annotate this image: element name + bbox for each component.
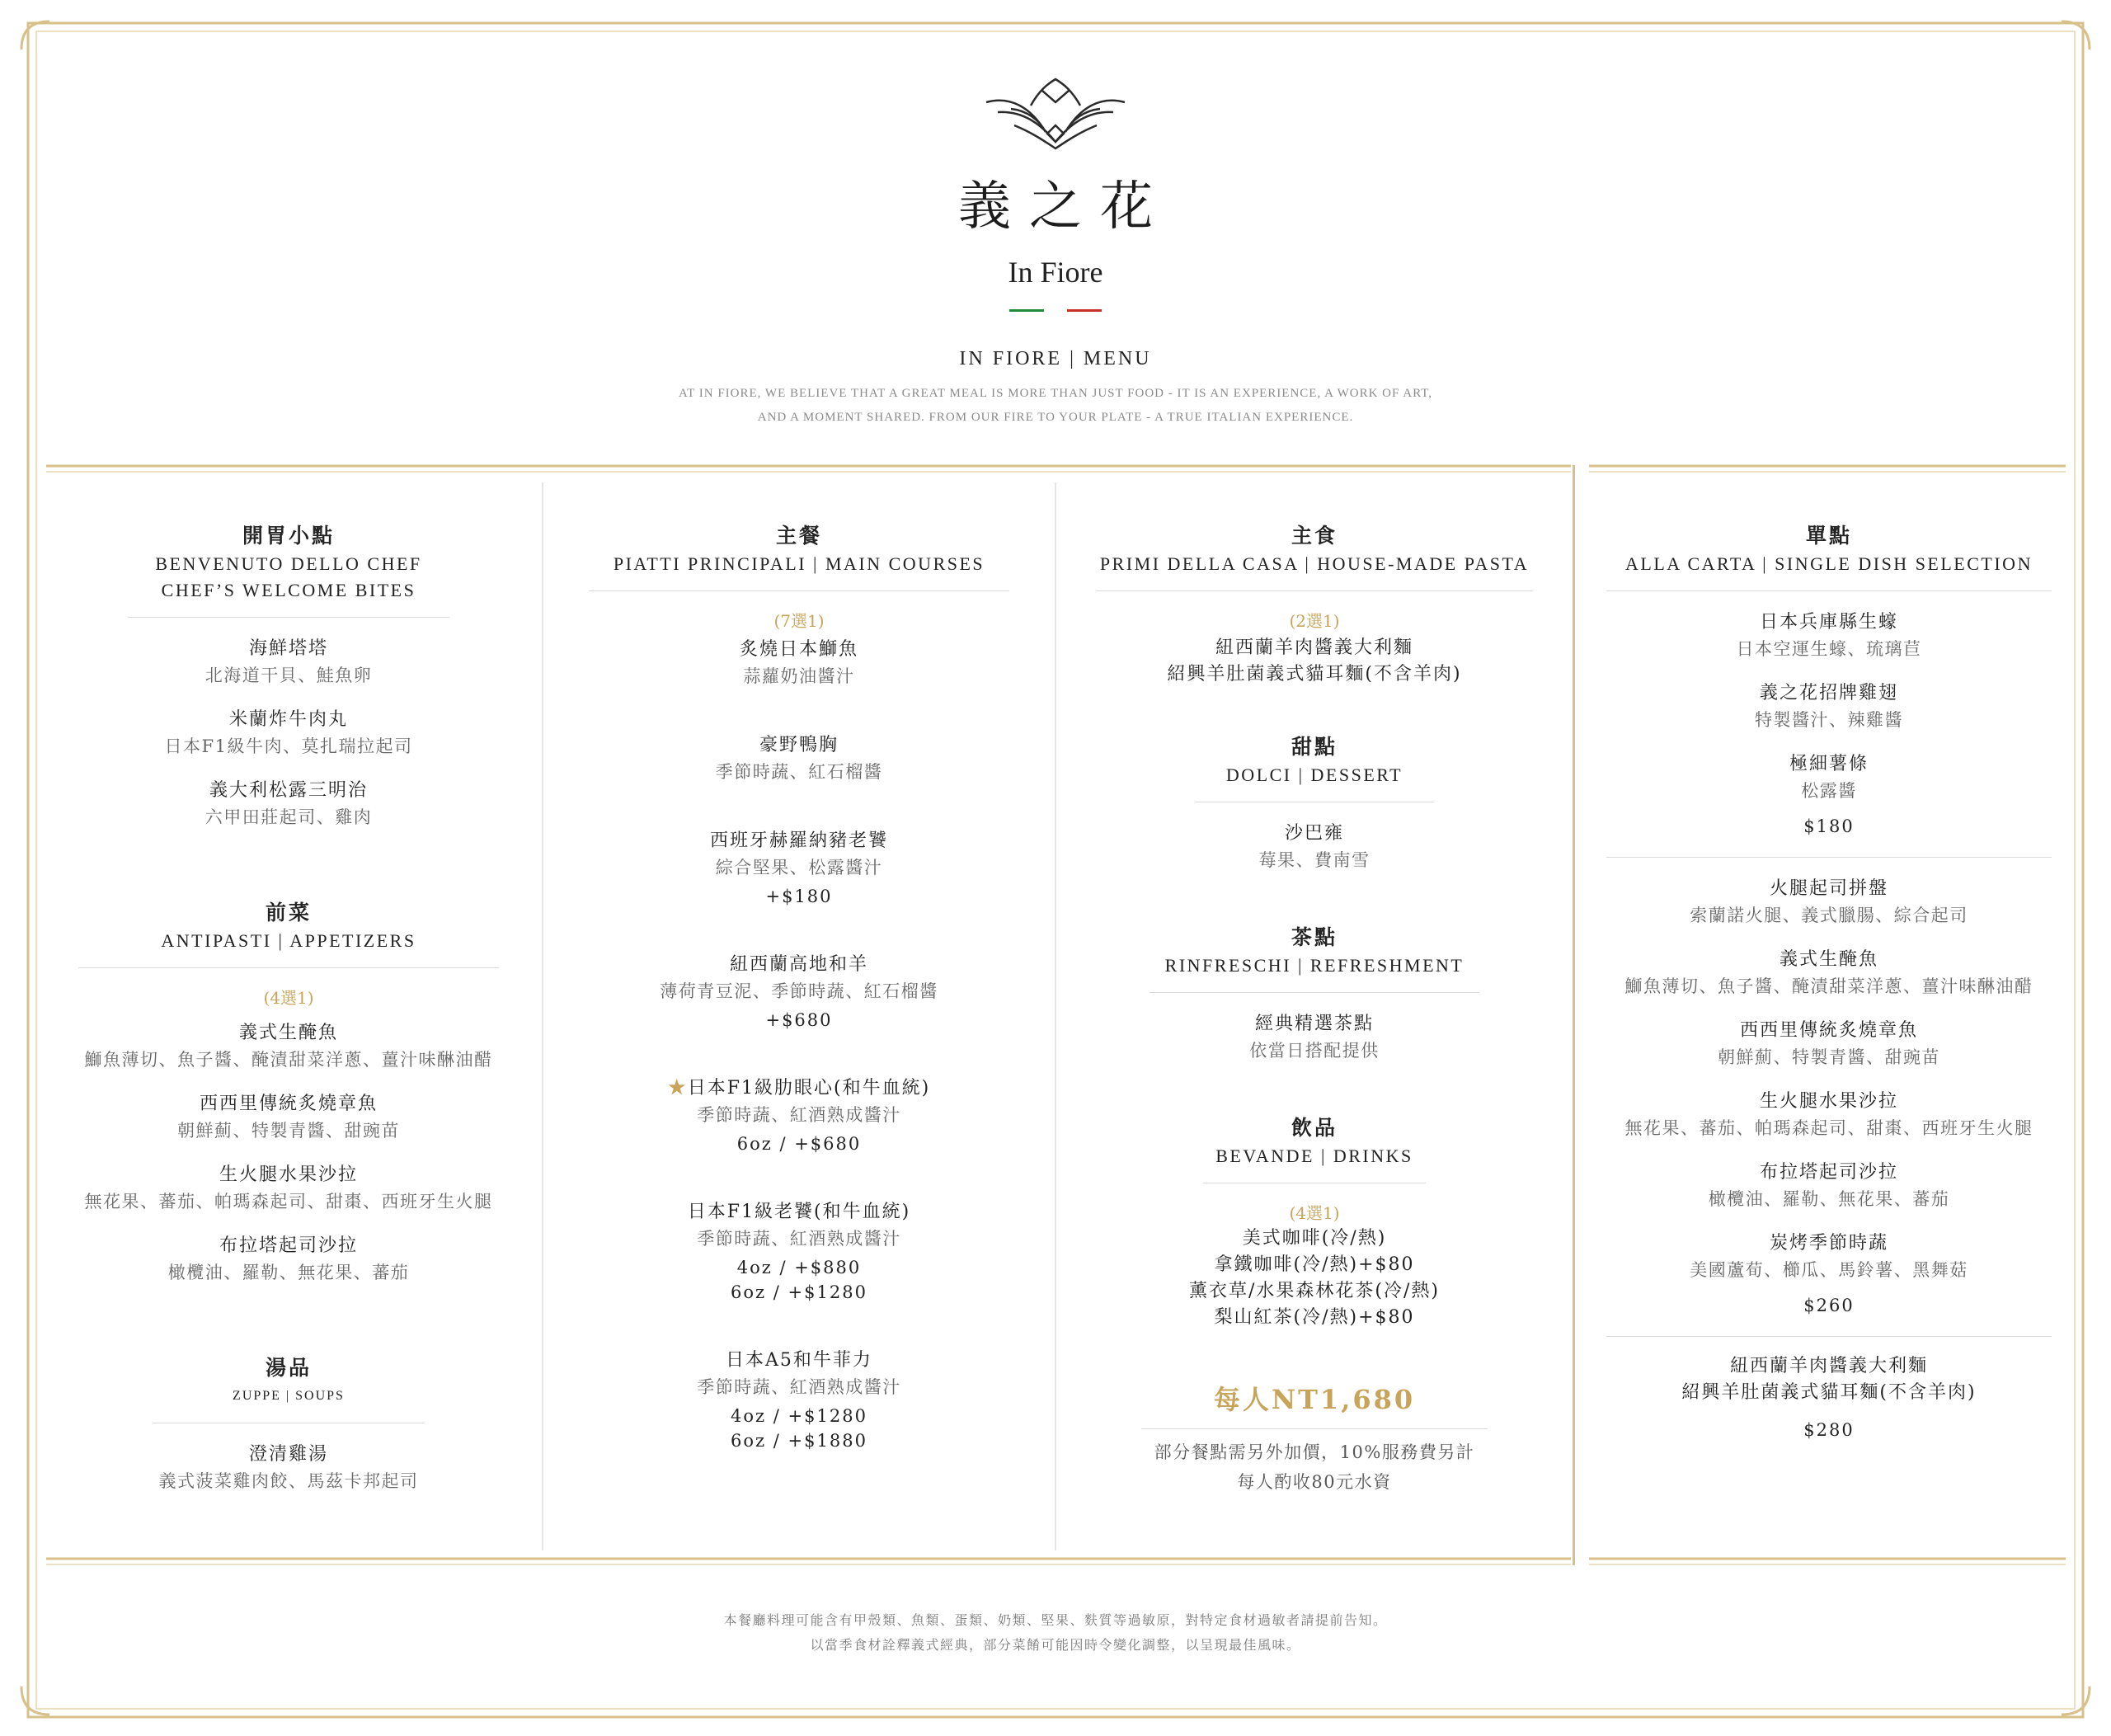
dish-description: 季節時蔬、紅石榴醬	[715, 762, 883, 782]
dish-description: 松露醬	[1801, 781, 1857, 801]
dish-name: 紐西蘭羊肉醬義大利麵	[1729, 1356, 1928, 1376]
dish-name: 紐西蘭羊肉醬義大利麵	[1215, 637, 1413, 658]
group-price: $280	[1803, 1420, 1855, 1440]
section-title-en: CHEF’S WELCOME BITES	[161, 580, 416, 600]
dish-item	[1590, 609, 2068, 662]
drink-item: 梨山紅茶(冷/熱)+$80	[1214, 1307, 1415, 1328]
dish-item	[1590, 751, 2068, 804]
dish-description: 蒜蘿奶油醬汁	[743, 666, 855, 686]
section-title-zh: 飲品	[1291, 1116, 1338, 1140]
dish-price: 6oz / +$1880	[731, 1431, 867, 1451]
section-divider	[1606, 590, 2052, 591]
section-title-en: ANTIPASTI | APPETIZERS	[161, 930, 416, 951]
dish-description: 季節時蔬、紅酒熟成醬汁	[697, 1105, 901, 1125]
dish-name: 極細薯條	[1789, 754, 1869, 774]
section-title-en: BEVANDE | DRINKS	[1215, 1146, 1413, 1166]
section-title-en: DOLCI | DESSERT	[1225, 764, 1403, 785]
dish-item	[59, 1091, 518, 1144]
section-title-zh: 甜點	[1291, 735, 1338, 759]
dish-name	[548, 1075, 1051, 1102]
menu-header	[0, 74, 2111, 430]
dish-name: 炙燒日本鰤魚	[739, 639, 858, 660]
section-title-zh: 主餐	[775, 524, 822, 548]
section-title-zh: 單點	[1805, 524, 1852, 548]
lotus-crown-icon	[981, 74, 1130, 153]
section-title-zh: 湯品	[265, 1356, 312, 1380]
column-pasta-dessert-drinks	[1057, 520, 1572, 1497]
dish-price: +$680	[765, 1010, 833, 1030]
dish-description: 季節時蔬、紅酒熟成醬汁	[697, 1229, 901, 1249]
section-refreshment	[1057, 921, 1572, 1064]
section-divider	[589, 590, 1009, 591]
dish-item	[548, 952, 1051, 1033]
dish-item	[59, 707, 518, 760]
dish-item	[548, 732, 1051, 785]
dish-item	[1590, 1018, 2068, 1070]
section-title-zh: 主食	[1291, 524, 1338, 548]
column-main-courses	[548, 520, 1051, 1453]
choice-note: (7選1)	[773, 611, 825, 631]
dish-name: 義式生醃魚	[1779, 949, 1878, 970]
dish-name: 日本兵庫縣生蠔	[1759, 612, 1898, 633]
set-price: 每人NT1,680	[1213, 1384, 1416, 1415]
choice-note: (4選1)	[1289, 1203, 1340, 1223]
section-title-zh: 前菜	[265, 901, 312, 924]
section-divider	[1150, 992, 1479, 993]
section-welcome-bites	[59, 520, 518, 830]
choice-note: (2選1)	[1289, 611, 1340, 631]
section-divider	[78, 967, 499, 968]
group-price: $180	[1803, 816, 1855, 836]
dish-name: 日本F1級老饕(和牛血統)	[687, 1202, 911, 1222]
dish-description: 義式菠菜雞肉餃、馬茲卡邦起司	[158, 1471, 419, 1491]
section-title-zh: 開胃小點	[242, 524, 335, 548]
dish-item	[548, 1348, 1051, 1453]
dish-item	[1590, 680, 2068, 733]
dish-description: 索蘭諾火腿、義式臘腸、綜合起司	[1690, 906, 1968, 925]
dish-item	[59, 1442, 518, 1494]
section-title-en: RINFRESCHI | REFRESHMENT	[1164, 955, 1465, 976]
drink-item: 薰衣草/水果森林花茶(冷/熱)	[1189, 1281, 1440, 1301]
section-title-en: PRIMI DELLA CASA | HOUSE-MADE PASTA	[1099, 553, 1530, 574]
a-la-carte-group	[1590, 876, 2068, 1318]
dish-item	[1590, 947, 2068, 1000]
footer-line: 以當季食材詮釋義式經典，部分菜餚可能因時令變化調整，以呈現最佳風味。	[810, 1637, 1301, 1653]
allergen-footer	[0, 1608, 2111, 1658]
dish-description: 綜合堅果、松露醬汁	[715, 858, 883, 877]
section-pasta	[1057, 520, 1572, 688]
dish-name: 經典精選茶點	[1254, 1014, 1374, 1034]
star-icon: ★	[667, 1078, 688, 1099]
dish-name: 布拉塔起司沙拉	[219, 1235, 358, 1256]
dish-item	[1057, 1011, 1572, 1064]
water-fee-note: 每人酌收80元水資	[1237, 1472, 1392, 1492]
dish-item	[1057, 821, 1572, 873]
section-divider	[128, 617, 449, 618]
dish-item	[59, 1233, 518, 1286]
column-a-la-carte	[1590, 520, 2068, 1442]
section-divider	[1606, 1336, 2052, 1337]
dish-description: 鰤魚薄切、魚子醬、醃漬甜菜洋蔥、薑汁味醂油醋	[84, 1050, 493, 1070]
drink-item: 美式咖啡(冷/熱)	[1242, 1228, 1387, 1249]
restaurant-name-english: In Fiore	[1008, 256, 1103, 289]
section-dessert	[1057, 731, 1572, 873]
dish-description: 無花果、蕃茄、帕瑪森起司、甜棗、西班牙生火腿	[84, 1192, 493, 1211]
dish-name: 西西里傳統炙燒章魚	[1739, 1020, 1918, 1041]
dish-name: 澄清雞湯	[248, 1444, 328, 1465]
dish-price: +$180	[765, 887, 833, 906]
dish-description: 莓果、費南雪	[1258, 850, 1371, 870]
dish-description: 六甲田莊起司、雞肉	[205, 807, 373, 827]
dish-description: 特製醬汁、辣雞醬	[1755, 710, 1903, 730]
dish-name-text: 日本F1級肋眼心(和牛血統)	[687, 1078, 931, 1099]
dish-item	[1590, 1160, 2068, 1212]
dish-name: 義之花招牌雞翅	[1759, 683, 1898, 703]
menu-heading: IN FIORE | MENU	[959, 348, 1152, 369]
dish-item	[1590, 1089, 2068, 1141]
dish-item	[59, 778, 518, 830]
dish-description: 北海道干貝、鮭魚卵	[205, 666, 373, 685]
dish-name: 海鮮塔塔	[248, 638, 328, 659]
dish-description: 美國蘆荀、櫛瓜、馬鈴薯、黑舞菇	[1690, 1260, 1968, 1280]
dish-item	[548, 1199, 1051, 1305]
dish-name: 豪野鴨胸	[759, 735, 839, 755]
dish-name: 沙巴雍	[1284, 823, 1344, 844]
dish-item	[59, 1020, 518, 1073]
dish-item	[548, 1075, 1051, 1156]
dish-name: 紹興羊肚菌義式貓耳麵(不含羊肉)	[1681, 1382, 1977, 1403]
intro-line: AT IN FIORE, WE BELIEVE THAT A GREAT MEAL IS MORE THAN JUST FOOD - IT IS AN EXPERIENCE, A WORK OF ART,	[678, 387, 1433, 400]
section-title-en: PIATTI PRINCIPALI | MAIN COURSES	[613, 553, 985, 574]
dish-description: 朝鮮薊、特製青醬、甜豌苗	[1718, 1047, 1940, 1067]
service-note: 部分餐點需另外加價，10%服務費另計	[1154, 1442, 1475, 1462]
dish-name: 米蘭炸牛肉丸	[228, 709, 348, 730]
dish-description: 依當日搭配提供	[1249, 1041, 1380, 1061]
dish-name: 紹興羊肚菌義式貓耳麵(不含羊肉)	[1167, 664, 1462, 685]
dish-price: 4oz / +$1280	[731, 1406, 867, 1426]
dish-name: 布拉塔起司沙拉	[1759, 1162, 1898, 1183]
dish-description: 日本F1級牛肉、莫扎瑞拉起司	[164, 736, 413, 756]
dish-item	[59, 1162, 518, 1215]
dish-name: 西班牙赫羅納豬老饕	[709, 830, 888, 851]
intro-line: AND A MOMENT SHARED. FROM OUR FIRE TO YOUR PLATE - A TRUE ITALIAN EXPERIENCE.	[757, 411, 1354, 424]
dish-description: 橄欖油、羅勒、無花果、蕃茄	[1708, 1189, 1950, 1209]
dish-price: 6oz / +$680	[736, 1134, 862, 1154]
dish-item	[548, 828, 1051, 909]
dish-name: 義大利松露三明治	[209, 780, 368, 801]
section-title-en: BENVENUTO DELLO CHEF	[155, 553, 422, 574]
restaurant-name-chinese: 義之花	[958, 176, 1171, 238]
dish-item	[1590, 876, 2068, 929]
dish-description: 橄欖油、羅勒、無花果、蕃茄	[167, 1263, 410, 1282]
section-title-en: ZUPPE | SOUPS	[233, 1389, 345, 1403]
italian-tricolor-rule	[0, 309, 2111, 312]
dish-name: 義式生醃魚	[238, 1023, 338, 1043]
section-divider	[1141, 1428, 1488, 1429]
section-title-en: ALLA CARTA | SINGLE DISH SELECTION	[1625, 553, 2033, 574]
dish-name: 炭烤季節時蔬	[1769, 1233, 1888, 1254]
dish-name: 紐西蘭高地和羊	[729, 954, 868, 975]
dish-item	[548, 637, 1051, 689]
column-starters	[59, 520, 518, 1494]
dish-name: 火腿起司拼盤	[1769, 878, 1888, 899]
dish-description: 日本空運生蠔、琉璃苣	[1736, 639, 1922, 659]
section-drinks	[1057, 1112, 1572, 1331]
dish-description: 無花果、蕃茄、帕瑪森起司、甜棗、西班牙生火腿	[1624, 1118, 2033, 1138]
dish-price: 6oz / +$1280	[731, 1282, 867, 1302]
section-soups	[59, 1352, 518, 1494]
dish-description: 朝鮮薊、特製青醬、甜豌苗	[177, 1121, 400, 1141]
dish-price: 4oz / +$880	[736, 1258, 862, 1277]
section-appetizers	[59, 896, 518, 1286]
section-divider	[1096, 590, 1533, 591]
a-la-carte-group	[1590, 609, 2068, 839]
group-price: $260	[1803, 1296, 1855, 1315]
dish-description: 季節時蔬、紅酒熟成醬汁	[697, 1377, 901, 1397]
dish-name: 日本A5和牛菲力	[726, 1350, 872, 1371]
dish-description: 薄荷青豆泥、季節時蔬、紅石榴醬	[660, 981, 938, 1001]
section-divider	[1606, 857, 2052, 858]
footer-line: 本餐廳料理可能含有甲殼類、魚類、蛋類、奶類、堅果、麩質等過敏原，對特定食材過敏者請提前告知。	[723, 1612, 1388, 1628]
dish-item	[1590, 1230, 2068, 1283]
dish-description: 鰤魚薄切、魚子醬、醃漬甜菜洋蔥、薑汁味醂油醋	[1624, 976, 2033, 996]
intro-text	[0, 382, 2111, 430]
dish-name: 生火腿水果沙拉	[1759, 1091, 1898, 1112]
drink-item: 拿鐵咖啡(冷/熱)+$80	[1214, 1254, 1415, 1275]
dish-item	[59, 636, 518, 689]
dish-name: 西西里傳統炙燒章魚	[199, 1094, 378, 1114]
section-title-zh: 茶點	[1291, 925, 1338, 949]
a-la-carte-group	[1590, 1353, 2068, 1442]
choice-note: (4選1)	[263, 988, 314, 1008]
dish-name: 生火腿水果沙拉	[219, 1164, 358, 1185]
